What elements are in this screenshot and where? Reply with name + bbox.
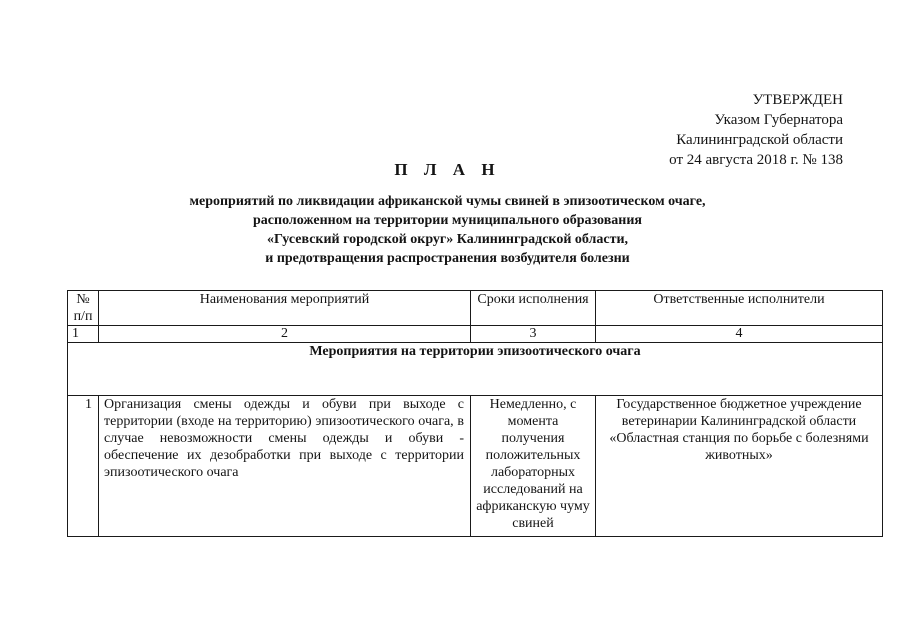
row-measure: Организация смены одежды и обуви при выходе с территории (входе на территорию) эпизоотического очага, в случае невозможности смены одежды и обуви - обеспечение их дезобработки при выходе с территории эпизоотического очага: [99, 396, 471, 537]
plan-title: П Л А Н: [394, 160, 501, 179]
approval-block: [669, 90, 843, 170]
row-responsible: Государственное бюджетное учреждение ветеринарии Калининградской области «Областная станция по борьбе с болезнями животных»: [596, 396, 883, 537]
column-index: 4: [596, 326, 883, 343]
approval-status: УТВЕРЖДЕН: [752, 92, 843, 108]
plan-subtitle-line: «Гусевский городской округ» Калининградской области,: [266, 232, 629, 247]
header-num: № п/п: [68, 291, 99, 326]
header-responsible: Ответственные исполнители: [596, 291, 883, 326]
approval-decree: Указом Губернатора: [714, 112, 843, 128]
plan-subtitle-line: и предотвращения распространения возбудителя болезни: [265, 251, 630, 266]
plan-subtitle-line: мероприятий по ликвидации африканской чумы свиней в эпизоотическом очаге,: [189, 194, 706, 209]
approval-region: Калининградской области: [676, 132, 843, 148]
plan-table: [67, 290, 883, 537]
row-term: Немедленно, с момента получения положительных лабораторных исследований на африканскую чуму свиней: [471, 396, 596, 537]
approval-date-number: от 24 августа 2018 г. № 138: [669, 152, 843, 168]
row-num: 1: [68, 396, 99, 537]
table-row: [68, 396, 883, 537]
plan-subtitle-line: расположенном на территории муниципального образования: [253, 213, 642, 228]
column-index-row: [68, 326, 883, 343]
section-row: [68, 343, 883, 396]
plan-subtitle: [0, 192, 905, 268]
column-index: 1: [68, 326, 99, 343]
table-header-row: [68, 291, 883, 326]
column-index: 2: [99, 326, 471, 343]
header-term: Сроки исполнения: [471, 291, 596, 326]
column-index: 3: [471, 326, 596, 343]
header-name: Наименования мероприятий: [99, 291, 471, 326]
section-title: Мероприятия на территории эпизоотического очага: [68, 343, 883, 396]
